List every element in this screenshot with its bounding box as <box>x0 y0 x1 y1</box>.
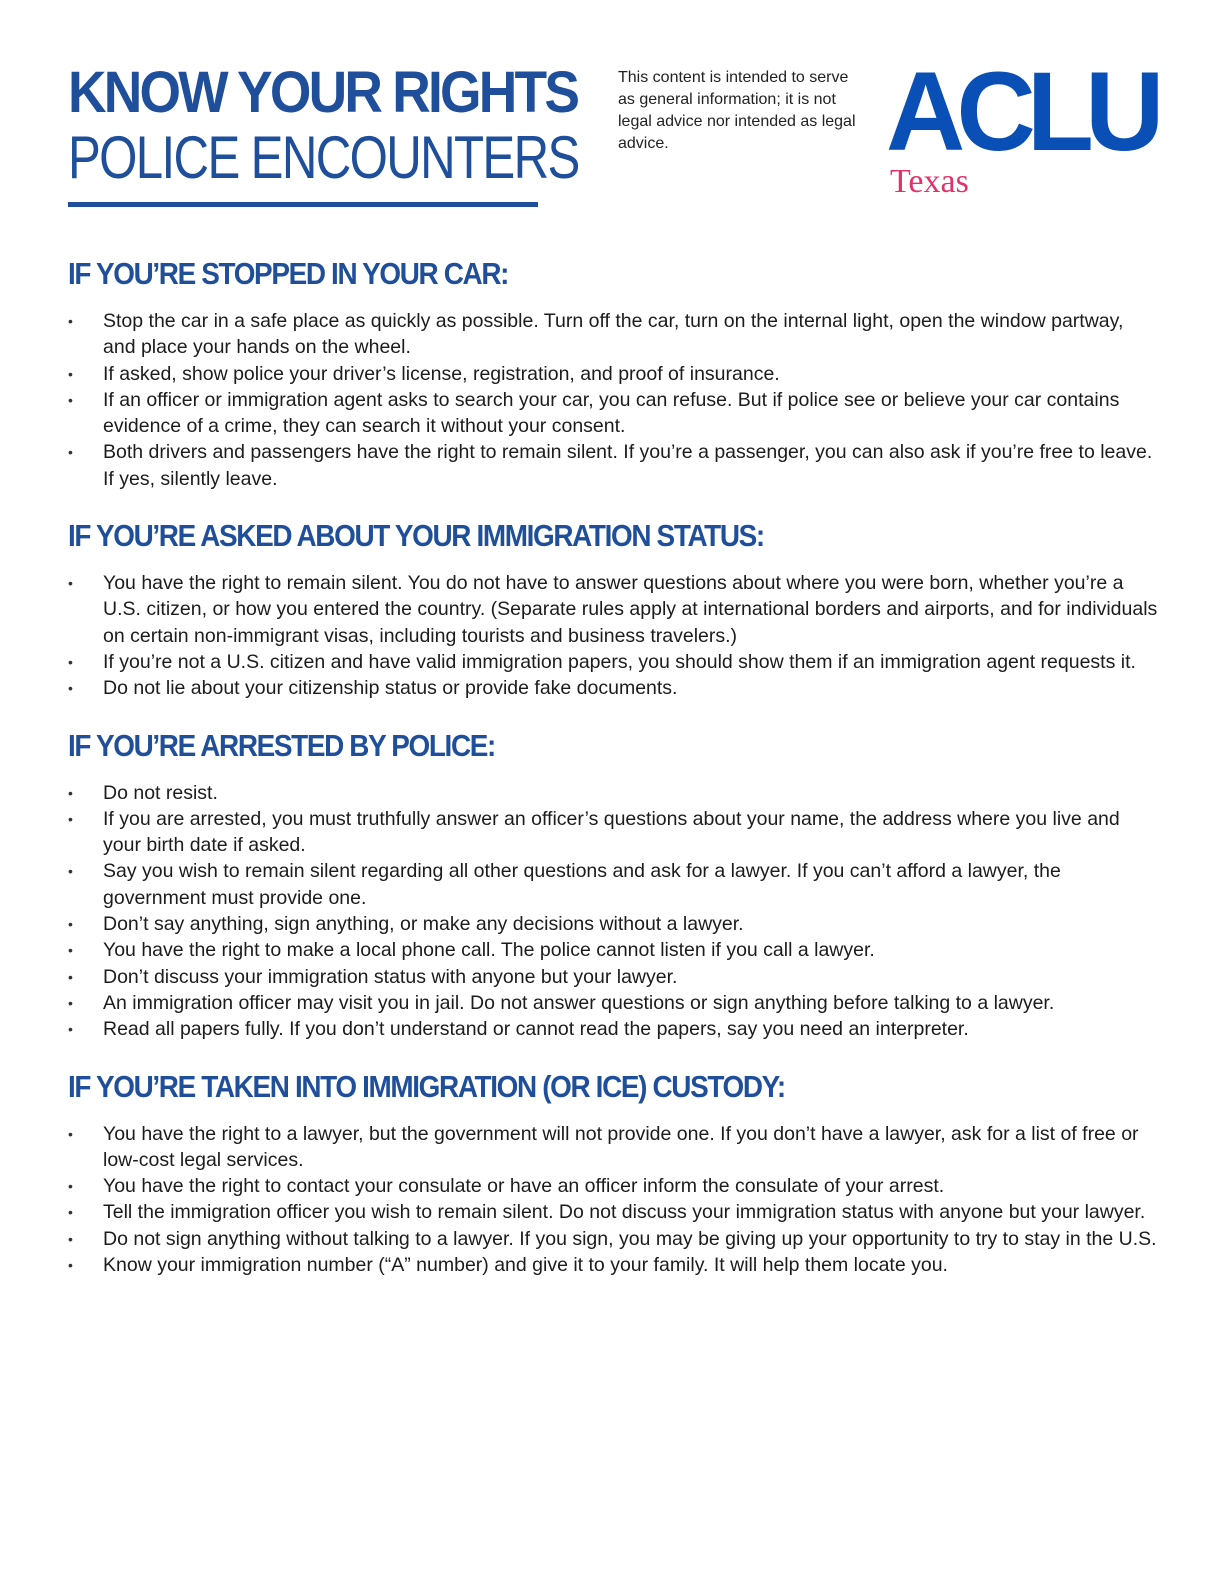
aclu-logo <box>886 49 1156 200</box>
list-item-text: Do not lie about your citizenship status or provide fake documents. <box>103 677 678 700</box>
list-item <box>68 964 1158 990</box>
section-heading: IF YOU’RE ARRESTED BY POLICE: <box>68 727 495 763</box>
list-item-text: Both drivers and passengers have the right to remain silent. If you’re a passenger, you can also ask if you’re free to leave. If yes, silently leave. <box>103 441 1153 490</box>
title-block <box>68 60 579 207</box>
content-area <box>68 252 1158 1300</box>
list-item-text: Know your immigration number (“A” number) and give it to your family. It will help them locate you. <box>103 1254 948 1277</box>
bullet-icon: • <box>68 1021 73 1038</box>
section-arrested-by-police <box>68 724 1158 1043</box>
bullet-icon: • <box>68 680 73 697</box>
bullet-icon: • <box>68 863 73 880</box>
list-item-text: You have the right to make a local phone call. The police cannot listen if you call a lawyer. <box>103 939 875 962</box>
disclaimer-text: This content is intended to serve as general information; it is not legal advice nor intended as legal advice. <box>618 69 856 152</box>
bullet-icon: • <box>68 1178 73 1195</box>
title-underline <box>68 202 538 207</box>
section-immigration-status <box>68 514 1158 701</box>
logo-wordmark: ACLU <box>886 49 1156 174</box>
list-item <box>68 911 1158 937</box>
list-item <box>68 308 1158 361</box>
page-title: KNOW YOUR RIGHTS <box>68 60 578 125</box>
list-item-text: If you’re not a U.S. citizen and have valid immigration papers, you should show them if an immigration agent requests it. <box>103 650 1136 673</box>
bullet-list <box>68 570 1158 701</box>
list-item-text: If you are arrested, you must truthfully answer an officer’s questions about your name, the address where you live and your birth date if asked. <box>103 807 1120 857</box>
bullet-icon: • <box>68 1125 73 1142</box>
bullet-icon: • <box>68 1230 73 1247</box>
list-item-text: You have the right to a lawyer, but the government will not provide one. If you don’t have a lawyer, ask for a list of free or low-cost legal services. <box>103 1122 1139 1171</box>
page-subtitle: POLICE ENCOUNTERS <box>68 124 579 191</box>
list-item <box>68 675 1158 701</box>
list-item-text: Stop the car in a safe place as quickly as possible. Turn off the car, turn on the internal light, open the window partway, and place your hands on the wheel. <box>103 310 1124 359</box>
list-item <box>68 1121 1158 1174</box>
bullet-icon: • <box>68 653 73 670</box>
list-item-text: If asked, show police your driver’s license, registration, and proof of insurance. <box>103 362 780 385</box>
list-item-text: Say you wish to remain silent regarding all other questions and ask for a lawyer. If you can’t afford a lawyer, the government must provide one. <box>103 860 1061 909</box>
bullet-list <box>68 1121 1158 1279</box>
list-item <box>68 990 1158 1016</box>
list-item <box>68 439 1158 492</box>
list-item <box>68 937 1158 963</box>
list-item <box>68 858 1158 911</box>
bullet-icon: • <box>68 784 73 801</box>
section-stopped-in-car <box>68 252 1158 492</box>
bullet-icon: • <box>68 942 73 959</box>
bullet-icon: • <box>68 916 73 933</box>
bullet-icon: • <box>68 968 73 985</box>
bullet-icon: • <box>68 444 73 461</box>
section-ice-custody <box>68 1065 1158 1279</box>
list-item-text: An immigration officer may visit you in jail. Do not answer questions or sign anything before talking to a lawyer. <box>103 991 1055 1014</box>
bullet-list <box>68 780 1158 1043</box>
list-item <box>68 1016 1158 1042</box>
list-item <box>68 780 1158 806</box>
bullet-icon: • <box>68 365 73 382</box>
list-item <box>68 361 1158 387</box>
bullet-icon: • <box>68 575 73 592</box>
list-item-text: Do not resist. <box>103 781 218 804</box>
bullet-list <box>68 308 1158 492</box>
logo-state-name: Texas <box>890 163 969 200</box>
bullet-icon: • <box>68 313 73 329</box>
list-item <box>68 570 1158 649</box>
bullet-icon: • <box>68 391 73 408</box>
list-item <box>68 387 1158 440</box>
list-item-text: Tell the immigration officer you wish to remain silent. Do not discuss your immigration status with anyone but your lawyer. <box>103 1201 1146 1224</box>
list-item-text: You have the right to contact your consulate or have an officer inform the consulate of your arrest. <box>103 1175 945 1198</box>
list-item-text: If an officer or immigration agent asks to search your car, you can refuse. But if police see or believe your car contains evidence of a crime, they can search it without your consent. <box>103 388 1120 438</box>
section-heading: IF YOU’RE TAKEN INTO IMMIGRATION (OR ICE) CUSTODY: <box>68 1068 785 1104</box>
list-item <box>68 1199 1158 1225</box>
bullet-icon: • <box>68 994 73 1011</box>
section-heading: IF YOU’RE STOPPED IN YOUR CAR: <box>68 256 509 291</box>
bullet-icon: • <box>68 810 73 827</box>
list-item <box>68 1173 1158 1199</box>
section-heading: IF YOU’RE ASKED ABOUT YOUR IMMIGRATION STATUS: <box>68 518 764 554</box>
list-item <box>68 1226 1158 1252</box>
list-item-text: Read all papers fully. If you don’t understand or cannot read the papers, say you need an interpreter. <box>103 1018 969 1041</box>
bullet-icon: • <box>68 1204 73 1221</box>
list-item-text: Don’t discuss your immigration status with anyone but your lawyer. <box>103 965 678 988</box>
list-item-text: You have the right to remain silent. You do not have to answer questions about where you were born, whether you’re a U.S. citizen, or how you entered the country. (Separate rules apply at international borders and airports, and for individuals on certain non-immigrant visas, including tourists and business travelers.) <box>103 572 1158 647</box>
list-item <box>68 649 1158 675</box>
bullet-icon: • <box>68 1257 73 1274</box>
list-item <box>68 806 1158 859</box>
list-item-text: Don’t say anything, sign anything, or make any decisions without a lawyer. <box>103 913 744 936</box>
list-item <box>68 1252 1158 1278</box>
list-item-text: Do not sign anything without talking to a lawyer. If you sign, you may be giving up your opportunity to try to stay in the U.S. <box>103 1227 1157 1250</box>
